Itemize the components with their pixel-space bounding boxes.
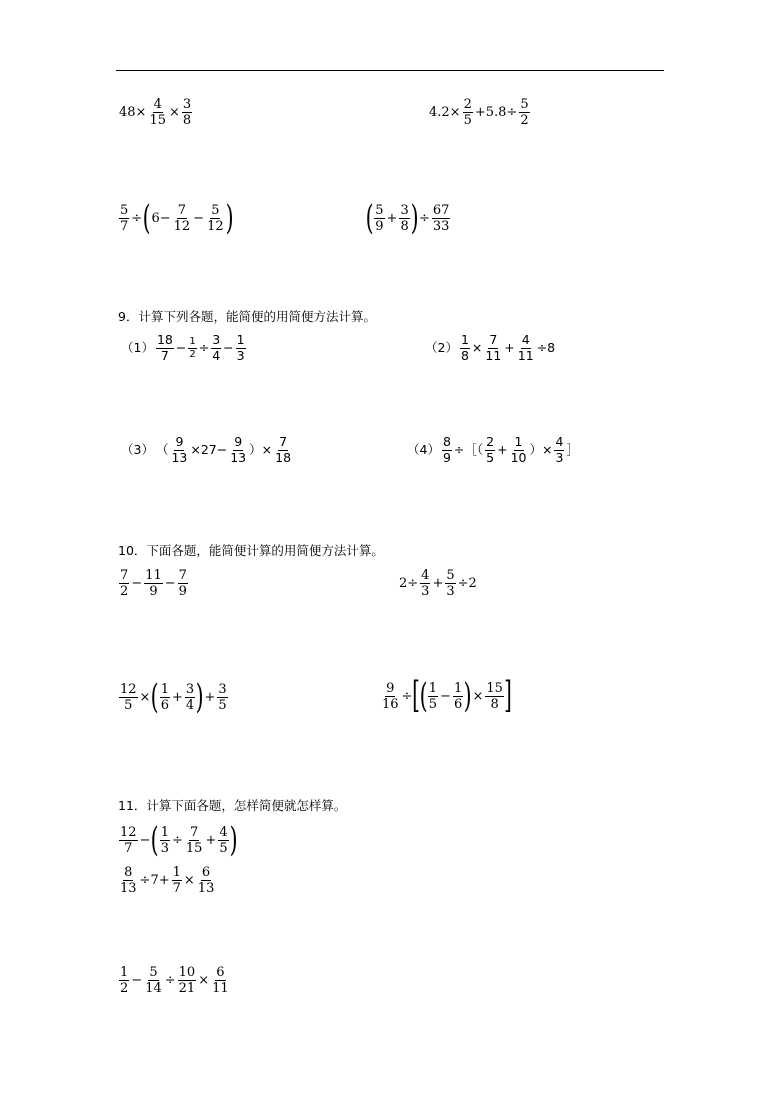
operator: − bbox=[131, 576, 143, 591]
right-paren: ) bbox=[410, 198, 419, 238]
fraction: $\frac{7}{2}$ bbox=[120, 568, 129, 599]
right-paren: ) bbox=[229, 820, 238, 860]
part-label: （1） bbox=[121, 339, 154, 355]
fraction: $\frac{1}{2}$ bbox=[120, 965, 129, 996]
operator: ÷ bbox=[164, 973, 176, 988]
expr-11 bbox=[118, 966, 231, 995]
operator: − bbox=[193, 210, 205, 226]
q9-part-3 bbox=[120, 436, 293, 464]
fraction: $\frac{6}{11}$ bbox=[212, 965, 229, 996]
question-9-title: 9．计算下列各题，能简便的用简便方法计算。 bbox=[118, 309, 376, 324]
term: ÷7+ bbox=[139, 873, 170, 888]
left-paren: （ bbox=[155, 441, 169, 457]
header-rule bbox=[116, 70, 664, 71]
fraction: $\frac{8}{13}$ bbox=[120, 865, 137, 896]
fraction: $\frac{1}{3}$ bbox=[236, 332, 245, 363]
fraction: $\frac{15}{8}$ bbox=[486, 680, 503, 712]
term: +5.8÷ bbox=[474, 105, 518, 120]
fraction: $\frac{67}{33}$ bbox=[432, 202, 450, 234]
fraction: $\frac{10}{21}$ bbox=[178, 965, 196, 996]
fraction: $\frac{7}{15}$ bbox=[185, 824, 203, 856]
fraction: $\frac{3}{4}$ bbox=[185, 681, 195, 713]
fraction: $\frac{5}{14}$ bbox=[145, 965, 162, 996]
right-bracket: ］ bbox=[566, 441, 579, 457]
fraction: $\frac{8}{9}$ bbox=[442, 434, 451, 465]
part-label: （4） bbox=[407, 441, 440, 457]
fraction: $\frac{9}{13}$ bbox=[171, 434, 188, 465]
fraction: $\frac{2}{5}$ bbox=[486, 434, 495, 465]
fraction: $\frac{5}{2}$ bbox=[520, 97, 529, 128]
left-paren: ( bbox=[151, 677, 160, 717]
fraction: $\frac{7}{9}$ bbox=[178, 568, 187, 599]
term: 48× bbox=[119, 105, 147, 120]
right-paren: ）× bbox=[249, 441, 273, 457]
operator: ÷ bbox=[131, 210, 143, 226]
operator: − bbox=[175, 339, 187, 355]
q9-part-4 bbox=[406, 436, 580, 464]
operator: + bbox=[204, 689, 216, 705]
left-paren: ( bbox=[142, 198, 151, 238]
fraction: $\frac{1}{6}$ bbox=[160, 681, 169, 713]
term: ÷［（ bbox=[453, 441, 484, 457]
operator: + bbox=[504, 339, 515, 355]
operator: × bbox=[471, 339, 483, 355]
fraction: $\frac{4}{5}$ bbox=[219, 824, 228, 856]
operator: × bbox=[198, 973, 210, 988]
expr-2 bbox=[428, 98, 531, 127]
operator: − bbox=[131, 973, 143, 988]
part-label: （2） bbox=[425, 339, 458, 355]
operator: ÷ bbox=[198, 339, 210, 355]
expr-5 bbox=[118, 569, 189, 598]
operator: ÷ bbox=[419, 210, 430, 226]
operator: + bbox=[172, 689, 183, 705]
operator: − bbox=[223, 339, 234, 355]
right-bracket: ] bbox=[504, 675, 512, 716]
expr-8 bbox=[380, 675, 512, 716]
fraction: $\frac{11}{9}$ bbox=[145, 568, 162, 599]
question-11-title: 11．计算下面各题，怎样简便就怎样算。 bbox=[118, 798, 347, 813]
right-paren: ) bbox=[463, 676, 472, 716]
left-bracket: [ bbox=[412, 675, 421, 716]
operator: ÷ bbox=[172, 832, 183, 848]
fraction: $\frac{12}{5}$ bbox=[120, 681, 137, 713]
fraction: $\frac{12}{7}$ bbox=[120, 824, 137, 856]
expr-9 bbox=[118, 820, 238, 860]
term: 4.2× bbox=[429, 105, 461, 120]
fraction: $\frac{5}{3}$ bbox=[446, 568, 455, 599]
q9-part-1 bbox=[120, 334, 247, 362]
part-label: （3） bbox=[121, 441, 154, 457]
fraction: $\frac{7}{18}$ bbox=[275, 434, 292, 465]
question-10-title: 10．下面各题，能简便计算的用简便方法计算。 bbox=[118, 543, 384, 558]
fraction: $\frac{9}{16}$ bbox=[382, 680, 399, 712]
operator: + bbox=[386, 210, 398, 226]
expr-1 bbox=[118, 98, 193, 127]
fraction: $\frac{5}{12}$ bbox=[207, 202, 224, 234]
term: ÷2 bbox=[457, 576, 477, 591]
fraction: $\frac{5}{9}$ bbox=[375, 202, 384, 234]
operator: × bbox=[472, 688, 484, 704]
right-paren: ) bbox=[195, 677, 204, 717]
fraction: $\frac{1}{3}$ bbox=[160, 824, 169, 856]
fraction: $\frac{18}{7}$ bbox=[156, 332, 173, 363]
fraction: $\frac{3}{8}$ bbox=[182, 97, 192, 128]
fraction: $\frac{3}{8}$ bbox=[400, 202, 409, 234]
fraction: $\frac{4}{3}$ bbox=[555, 434, 564, 465]
left-paren: ( bbox=[365, 198, 374, 238]
fraction: $\frac{1}{2}$ bbox=[189, 335, 196, 360]
term: ×27− bbox=[190, 441, 228, 457]
expr-7 bbox=[118, 677, 229, 717]
left-paren: ( bbox=[419, 676, 428, 716]
right-paren: ）× bbox=[529, 441, 553, 457]
fraction: $\frac{6}{13}$ bbox=[197, 865, 215, 896]
fraction: $\frac{1}{5}$ bbox=[428, 680, 438, 712]
fraction: $\frac{7}{12}$ bbox=[173, 202, 191, 234]
fraction: $\frac{1}{7}$ bbox=[172, 865, 181, 896]
fraction: $\frac{2}{5}$ bbox=[463, 97, 472, 128]
fraction: $\frac{1}{8}$ bbox=[460, 332, 469, 363]
operator: × bbox=[139, 689, 151, 705]
expr-6 bbox=[398, 569, 478, 598]
fraction: $\frac{3}{4}$ bbox=[212, 332, 221, 363]
operator: − bbox=[164, 576, 176, 591]
operator: × bbox=[183, 873, 195, 888]
operator: − bbox=[440, 688, 451, 704]
fraction: $\frac{1}{10}$ bbox=[510, 434, 527, 465]
fraction: $\frac{9}{13}$ bbox=[230, 434, 247, 465]
fraction: $\frac{4}{15}$ bbox=[149, 97, 166, 128]
operator: ÷ bbox=[401, 688, 413, 704]
q9-part-2 bbox=[424, 334, 556, 362]
fraction: $\frac{4}{11}$ bbox=[517, 332, 534, 363]
expr-4 bbox=[365, 198, 451, 238]
operator: + bbox=[432, 576, 444, 591]
right-paren: ) bbox=[225, 198, 234, 238]
operator: × bbox=[168, 105, 180, 120]
expr-10 bbox=[118, 866, 216, 895]
fraction: $\frac{3}{5}$ bbox=[218, 681, 227, 713]
fraction: $\frac{7}{11}$ bbox=[485, 332, 502, 363]
left-paren: ( bbox=[151, 820, 160, 860]
fraction: $\frac{5}{7}$ bbox=[120, 202, 129, 234]
fraction: $\frac{4}{3}$ bbox=[421, 568, 430, 599]
operator: + bbox=[205, 832, 217, 848]
term: 2÷ bbox=[399, 576, 419, 591]
term: ÷8 bbox=[536, 339, 556, 355]
operator: + bbox=[497, 441, 508, 457]
fraction: $\frac{1}{6}$ bbox=[453, 680, 463, 712]
term: 6− bbox=[151, 210, 171, 226]
operator: − bbox=[139, 832, 151, 848]
expr-3 bbox=[118, 198, 234, 238]
